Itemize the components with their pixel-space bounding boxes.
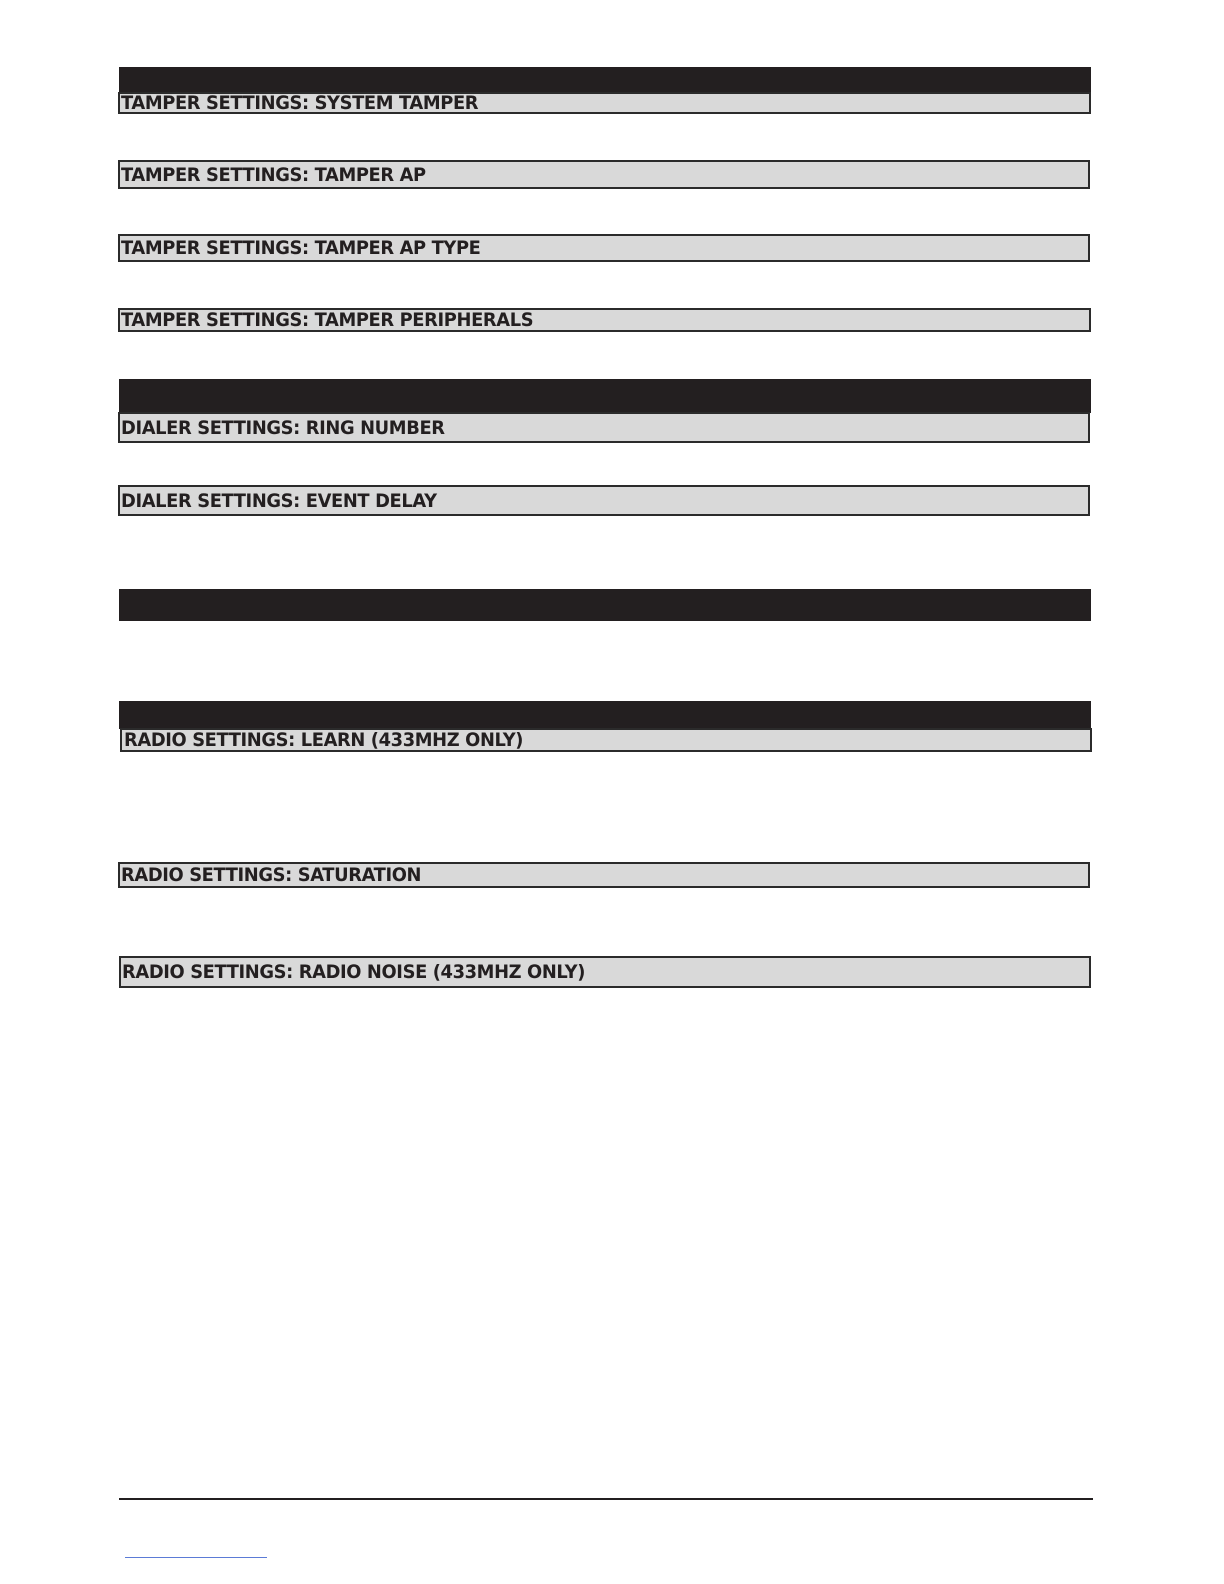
radio-saturation-bar: [118, 862, 1090, 888]
radio-saturation-title: RADIO SETTINGS: SATURATION: [121, 864, 422, 886]
footer-link-underline[interactable]: [125, 1557, 267, 1558]
tamper-peripherals-bar: [118, 308, 1091, 332]
tamper-ap-title: TAMPER SETTINGS: TAMPER AP: [121, 163, 426, 186]
tamper-section-band: [119, 67, 1091, 93]
dialer-ring-number-bar: [118, 412, 1090, 443]
radio-learn-title: RADIO SETTINGS: LEARN (433MHZ ONLY): [124, 729, 524, 751]
radio-section-band: [119, 701, 1091, 729]
footer-rule: [119, 1498, 1093, 1500]
tamper-ap-bar: [118, 160, 1090, 189]
tamper-ap-type-bar: [118, 234, 1090, 262]
tamper-ap-type-title: TAMPER SETTINGS: TAMPER AP TYPE: [121, 237, 481, 259]
empty-section-band: [119, 589, 1091, 621]
dialer-ring-number-title: DIALER SETTINGS: RING NUMBER: [121, 416, 445, 439]
radio-noise-bar: [119, 956, 1091, 988]
tamper-system-tamper-title: TAMPER SETTINGS: SYSTEM TAMPER: [121, 92, 479, 114]
dialer-section-band: [119, 379, 1091, 413]
tamper-peripherals-title: TAMPER SETTINGS: TAMPER PERIPHERALS: [121, 309, 534, 331]
tamper-system-tamper-bar: [118, 92, 1091, 114]
radio-learn-bar: [120, 728, 1092, 752]
dialer-event-delay-bar: [118, 485, 1090, 516]
dialer-event-delay-title: DIALER SETTINGS: EVENT DELAY: [121, 489, 437, 512]
radio-noise-title: RADIO SETTINGS: RADIO NOISE (433MHZ ONLY): [122, 961, 586, 983]
